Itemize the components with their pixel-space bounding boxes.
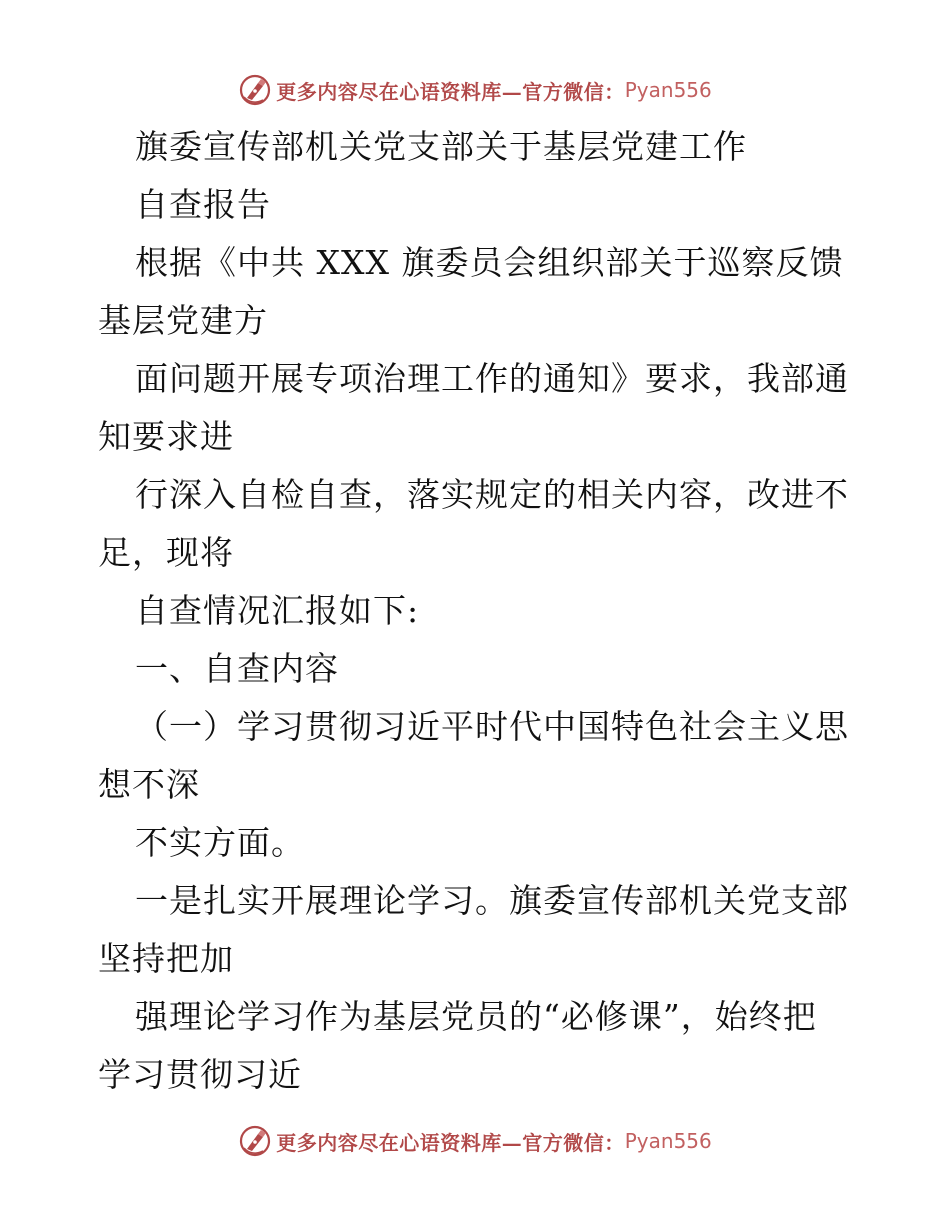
document-title: 旗委宣传部机关党支部关于基层党建工作: [135, 127, 747, 166]
paragraph-line: 根据《中共 XXX 旗委员会组织部关于巡察反馈: [135, 243, 844, 282]
wechat-id: Pyan556: [624, 78, 712, 102]
banner-text: 更多内容尽在心语资料库—官方微信：: [276, 79, 625, 104]
paragraph-line: 强理论学习作为基层党员的“必修课”，始终把: [135, 997, 817, 1036]
paragraph-line: 行深入自检自查，落实规定的相关内容，改进不: [135, 475, 849, 514]
section-heading: 一、自查内容: [135, 649, 339, 688]
paragraph-line: 学习贯彻习近: [98, 1055, 302, 1094]
pen-nib-logo-icon: [238, 73, 272, 107]
paragraph-line: 面问题开展专项治理工作的通知》要求，我部通: [135, 359, 849, 398]
paragraph-line: 知要求进: [98, 417, 234, 456]
banner-text: 更多内容尽在心语资料库—官方微信：: [276, 1130, 625, 1155]
document-body: [98, 118, 858, 1104]
header-banner: [0, 70, 950, 110]
paragraph-line: 想不深: [98, 765, 200, 804]
paragraph-line: 足，现将: [98, 533, 234, 572]
paragraph-line: 不实方面。: [135, 823, 305, 862]
paragraph-line: 基层党建方: [98, 301, 268, 340]
paragraph-line: 一是扎实开展理论学习。旗委宣传部机关党支部: [135, 881, 849, 920]
paragraph-line: 坚持把加: [98, 939, 234, 978]
footer-banner: [0, 1121, 950, 1161]
document-subtitle: 自查报告: [135, 185, 271, 224]
pen-nib-logo-icon: [238, 1124, 272, 1158]
paragraph-line: 自查情况汇报如下:: [135, 591, 420, 630]
wechat-id: Pyan556: [624, 1129, 712, 1153]
subsection-heading: （一）学习贯彻习近平时代中国特色社会主义思: [135, 707, 849, 746]
